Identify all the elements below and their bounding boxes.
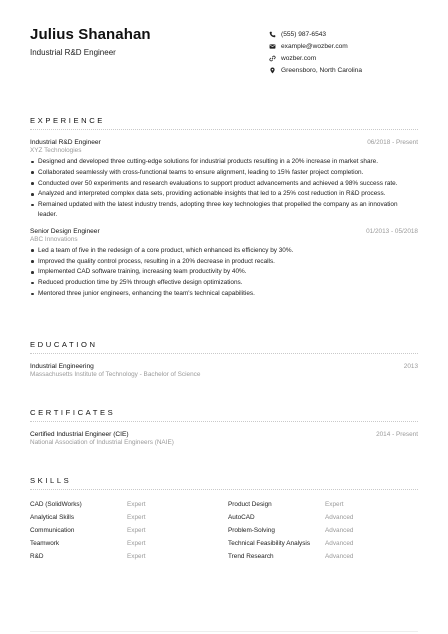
bullet-item: Implemented CAD software training, increasing team productivity by 40%.	[30, 267, 418, 277]
skill-level: Expert	[127, 540, 146, 547]
bullet-item: Analyzed and interpreted complex data sets, providing actionable insights that led to a 25% cost reduction in R&D process.	[30, 189, 418, 199]
location-pin-icon	[268, 66, 277, 75]
entry-title: Certified Industrial Engineer (CIE)	[30, 431, 129, 438]
candidate-name: Julius Shanahan	[30, 26, 151, 43]
bullet-item: Collaborated seamlessly with cross-functional teams to ensure alignment, leading to 15% faster project completion.	[30, 168, 418, 178]
skill-level: Advanced	[325, 527, 354, 534]
resume-header	[30, 0, 418, 100]
skill-level: Expert	[127, 527, 146, 534]
skill-name: Analytical Skills	[30, 514, 75, 521]
skills-heading: SKILLS	[30, 476, 72, 485]
section-divider	[30, 489, 418, 490]
section-divider	[30, 421, 418, 422]
experience-section	[30, 116, 418, 300]
entry-bullets	[30, 246, 418, 299]
bullet-item: Reduced production time by 25% through effective design optimizations.	[30, 278, 418, 288]
entry-institution: Massachusetts Institute of Technology - Bachelor of Science	[30, 371, 201, 378]
skill-level: Expert	[127, 553, 146, 560]
email-text: example@wozber.com	[281, 42, 348, 50]
bullet-item: Mentored three junior engineers, enhancing the team's technical capabilities.	[30, 289, 418, 299]
skill-name: Product Design	[228, 501, 272, 508]
contact-email	[268, 40, 362, 52]
education-entry	[30, 363, 418, 378]
contact-phone	[268, 28, 362, 40]
entry-dates: 2014 - Present	[376, 431, 418, 438]
phone-text: (555) 987-6543	[281, 30, 327, 38]
entry-bullets	[30, 157, 418, 220]
entry-dates: 01/2013 - 05/2018	[366, 227, 418, 235]
entry-company: ABC Innovations	[30, 235, 78, 243]
certificates-heading: CERTIFICATES	[30, 408, 116, 417]
phone-icon	[268, 30, 277, 39]
candidate-title: Industrial R&D Engineer	[30, 48, 116, 57]
skill-level: Advanced	[325, 514, 354, 521]
bullet-item: Conducted over 50 experiments and research evaluations to support product advancements and achieved a 98% success rate.	[30, 179, 418, 189]
skills-grid	[30, 498, 418, 563]
envelope-icon	[268, 42, 277, 51]
experience-entry	[30, 228, 418, 299]
education-heading: EDUCATION	[30, 340, 98, 349]
page-bottom-rule	[30, 631, 418, 632]
entry-title: Industrial Engineering	[30, 363, 94, 370]
experience-heading: EXPERIENCE	[30, 116, 105, 125]
skill-name: Problem-Solving	[228, 527, 275, 534]
skill-name: AutoCAD	[228, 514, 255, 521]
certificates-section	[30, 408, 418, 446]
skill-level: Advanced	[325, 553, 354, 560]
bullet-item: Improved the quality control process, resulting in a 20% decrease in product recalls.	[30, 257, 418, 267]
website-text: wozber.com	[281, 54, 317, 62]
education-section	[30, 340, 418, 378]
bullet-item: Led a team of five in the redesign of a core product, which enhanced its efficiency by 30%.	[30, 246, 418, 256]
contact-website	[268, 52, 362, 64]
skill-name: Teamwork	[30, 540, 60, 547]
certificate-entry	[30, 431, 418, 446]
skill-name: R&D	[30, 553, 44, 560]
skill-name: Technical Feasibility Analysis	[228, 540, 311, 547]
skill-level: Expert	[325, 501, 344, 508]
entry-title: Senior Design Engineer	[30, 227, 100, 235]
entry-title: Industrial R&D Engineer	[30, 139, 101, 146]
skill-level: Expert	[127, 514, 146, 521]
skill-level: Advanced	[325, 540, 354, 547]
entry-dates: 2013	[403, 363, 418, 370]
skills-section	[30, 476, 418, 563]
experience-entry	[30, 139, 418, 220]
bullet-item: Designed and developed three cutting-edge solutions for industrial products resulting in a 20% increase in market share.	[30, 157, 418, 167]
skill-name: Trend Research	[228, 553, 274, 560]
section-divider	[30, 353, 418, 354]
link-icon	[268, 54, 277, 63]
entry-company: XYZ Technologies	[30, 147, 82, 154]
skill-name: CAD (SolidWorks)	[30, 501, 82, 508]
bullet-item: Remained updated with the latest industry trends, adopting three key technologies that propelled the company as an innovation leader.	[30, 200, 418, 220]
location-text: Greensboro, North Carolina	[281, 67, 362, 75]
entry-dates: 06/2018 - Present	[367, 139, 418, 146]
skill-name: Communication	[30, 527, 75, 534]
skill-level: Expert	[127, 501, 146, 508]
entry-issuer: National Association of Industrial Engineers (NAIE)	[30, 439, 174, 446]
contact-location	[268, 65, 362, 77]
section-divider	[30, 129, 418, 130]
contact-list	[268, 28, 362, 77]
